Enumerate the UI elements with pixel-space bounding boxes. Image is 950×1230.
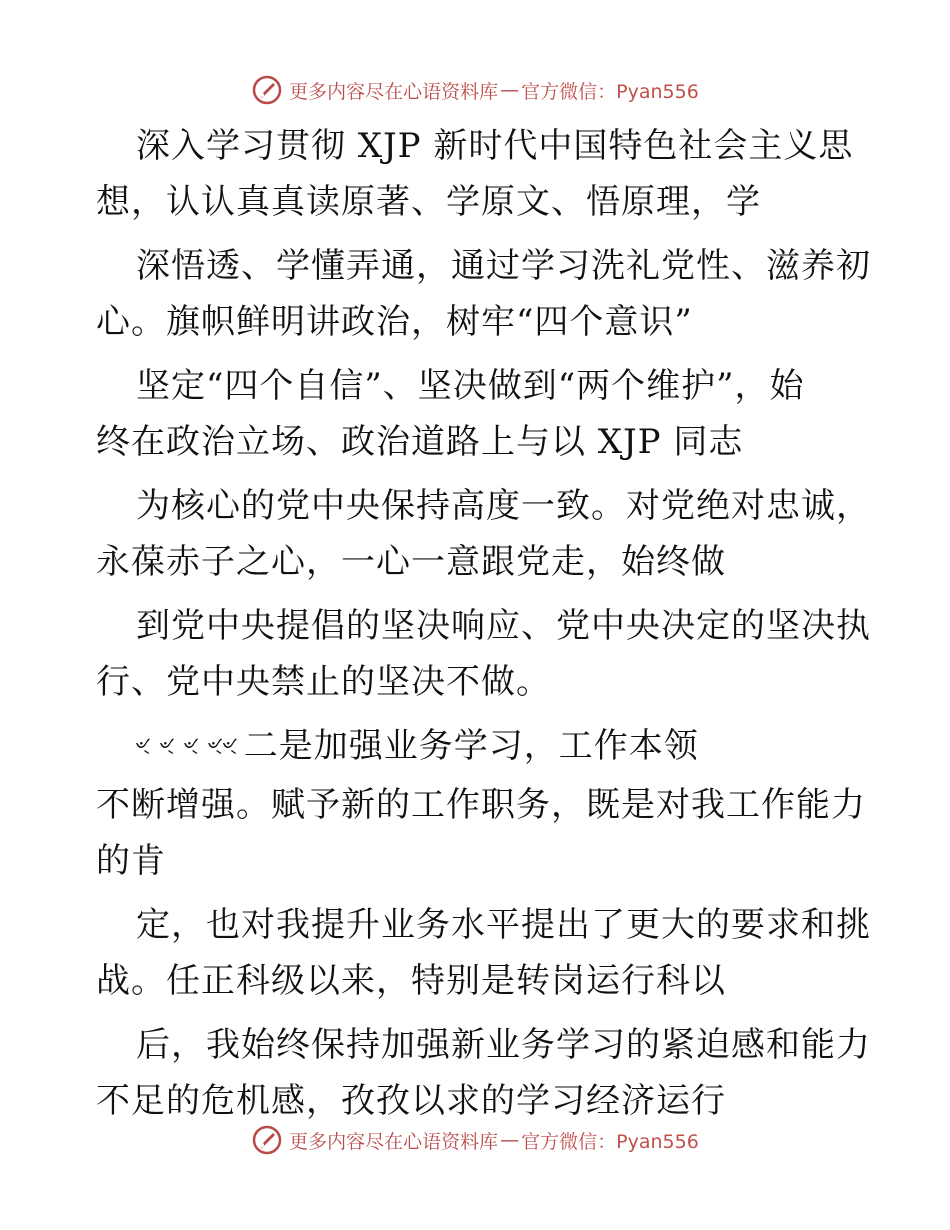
paragraph-8 xyxy=(96,1017,871,1129)
line xyxy=(96,718,856,777)
paragraph-2 xyxy=(96,238,871,350)
footer-separator: — xyxy=(500,1129,520,1151)
header-site-text: 更多内容尽在心语资料库 xyxy=(289,80,499,103)
line: 的肯 xyxy=(96,841,166,881)
line: 行、党中央禁止的坚决不做。 xyxy=(96,662,551,702)
line: 深悟透、学懂弄通，通过学习洗礼党性、滋养初 xyxy=(136,246,871,286)
line: 永葆赤子之心，一心一意跟党走，始终做 xyxy=(96,542,726,582)
footer-banner xyxy=(0,1120,950,1160)
paragraph-6 xyxy=(96,718,866,889)
quill-logo-icon xyxy=(251,1124,283,1156)
document-body xyxy=(96,118,871,1137)
header-separator: — xyxy=(500,79,520,101)
ornament-bullet-icon: ৼ ৼ ৼ ৼৼ xyxy=(136,734,238,764)
paragraph-7 xyxy=(96,897,871,1009)
paragraph-3 xyxy=(96,358,856,470)
quill-logo-icon xyxy=(251,74,283,106)
line-text: 二是加强业务学习，工作本领 xyxy=(243,726,699,766)
line: 不足的危机感，孜孜以求的学习经济运行 xyxy=(96,1081,726,1121)
line: 不断增强。赋予新的工作职务，既是对我工作能力 xyxy=(96,785,866,825)
line: 战。任正科级以来，特别是转岗运行科以 xyxy=(96,961,726,1001)
line: 后，我始终保持加强新业务学习的紧迫感和能力 xyxy=(136,1025,871,1065)
line: 想，认认真真读原著、学原文、悟原理，学 xyxy=(96,182,761,222)
line: 为核心的党中央保持高度一致。对党绝对忠诚， xyxy=(136,486,871,526)
footer-contact: 官方微信：Pyan556 xyxy=(521,1130,699,1153)
footer-site-text: 更多内容尽在心语资料库 xyxy=(289,1130,499,1153)
line: 到党中央提倡的坚决响应、党中央决定的坚决执 xyxy=(136,606,871,646)
header-contact: 官方微信：Pyan556 xyxy=(521,80,699,103)
line: 定，也对我提升业务水平提出了更大的要求和挑 xyxy=(136,905,871,945)
paragraph-5 xyxy=(96,598,871,710)
paragraph-1 xyxy=(96,118,856,230)
line: 深入学习贯彻 XJP 新时代中国特色社会主义思 xyxy=(136,126,854,166)
header-banner xyxy=(0,70,950,110)
line: 坚定“四个自信”、坚决做到“两个维护”，始 xyxy=(136,366,805,406)
paragraph-4 xyxy=(96,478,871,590)
line: 心。旗帜鲜明讲政治，树牢“四个意识” xyxy=(96,302,693,342)
line: 终在政治立场、政治道路上与以 XJP 同志 xyxy=(96,422,744,462)
